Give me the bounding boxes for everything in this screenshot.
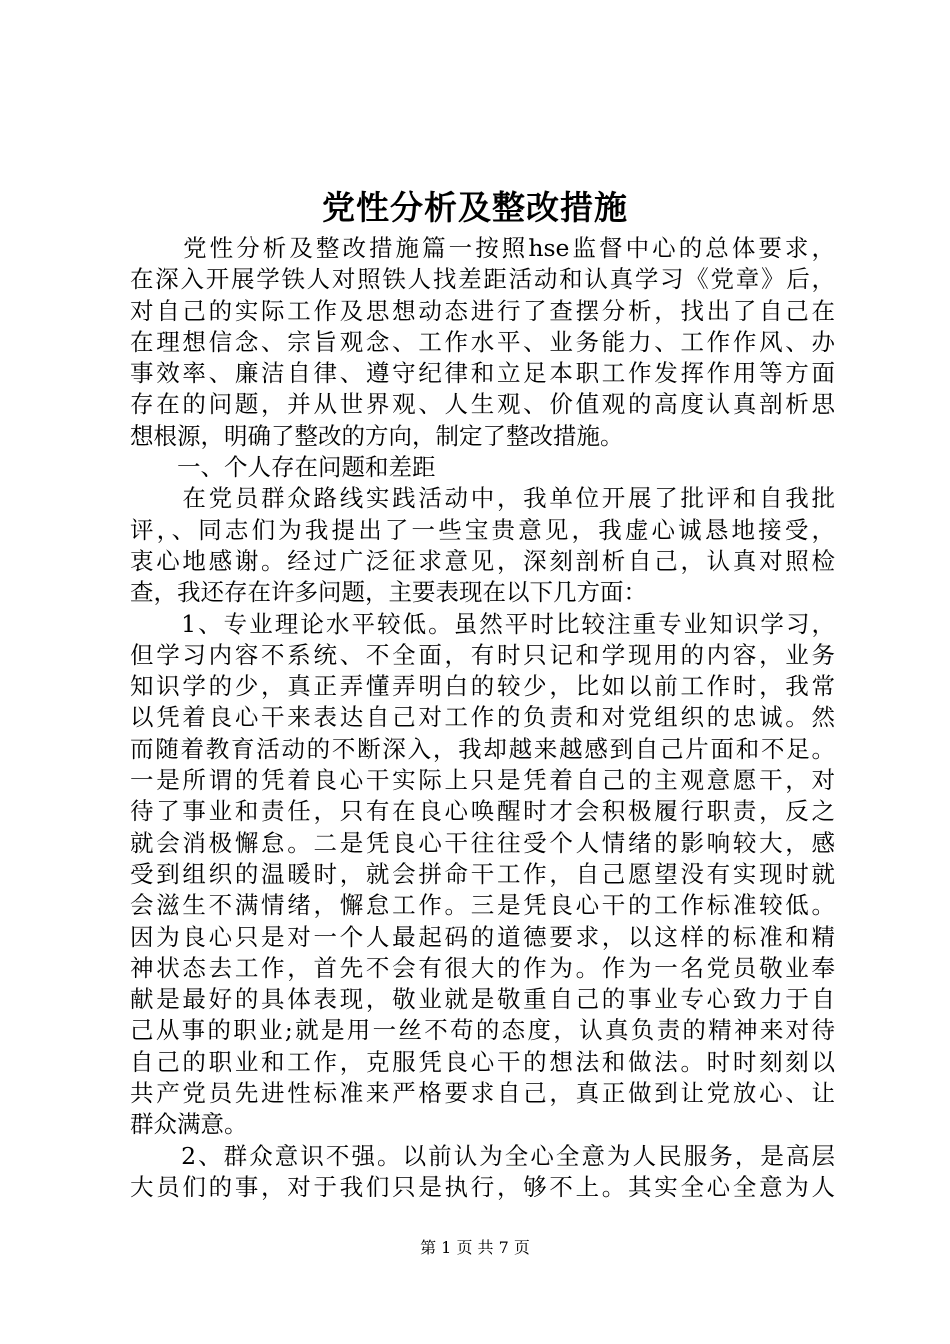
body-line: 自己的职业和工作，克服凭良心干的想法和做法。时时刻刻以 [130, 1047, 835, 1076]
body-line: 神状态去工作，首先不会有很大的作为。作为一名党员敬业奉 [130, 953, 835, 982]
body-line: 在党员群众路线实践活动中，我单位开展了批评和自我批 [130, 484, 835, 513]
section-heading: 一、个人存在问题和差距 [130, 453, 436, 482]
body-line: 事效率、廉洁自律、遵守纪律和立足本职工作发挥作用等方面 [130, 359, 835, 388]
document-title: 党性分析及整改措施 [322, 188, 628, 227]
body-line: 存在的问题，并从世界观、人生观、价值观的高度认真剖析思 [130, 390, 835, 419]
body-line: 想根源，明确了整改的方向，制定了整改措施。 [130, 421, 624, 450]
body-line: 群众满意。 [130, 1110, 248, 1139]
body-line: 待了事业和责任，只有在良心唤醒时才会积极履行职责，反之 [130, 797, 835, 826]
body-line: 1、专业理论水平较低。虽然平时比较注重专业知识学习， [130, 609, 835, 638]
body-line: 知识学的少，真正弄懂弄明白的较少，比如以前工作时，我常 [130, 672, 835, 701]
body-line: 大员们的事，对于我们只是执行，够不上。其实全心全意为人 [130, 1172, 835, 1201]
body-line: 因为良心只是对一个人最起码的道德要求，以这样的标准和精 [130, 922, 835, 951]
page-number-footer: 第 1 页 共 7 页 [420, 1238, 530, 1257]
body-line: 己从事的职业;就是用一丝不苟的态度，认真负责的精神来对待 [130, 1016, 835, 1045]
body-line: 一是所谓的凭着良心干实际上只是凭着自己的主观意愿干，对 [130, 766, 835, 795]
body-line: 查，我还存在许多问题，主要表现在以下几方面： [130, 578, 647, 607]
body-line: 衷心地感谢。经过广泛征求意见，深刻剖析自己，认真对照检 [130, 546, 835, 575]
body-line: 但学习内容不系统、不全面，有时只记和学现用的内容，业务 [130, 640, 835, 669]
body-line: 评，、同志们为我提出了一些宝贵意见，我虚心诚恳地接受， [130, 515, 835, 544]
body-line: 在理想信念、宗旨观念、工作水平、业务能力、工作作风、办 [130, 327, 835, 356]
body-line: 共产党员先进性标准来严格要求自己，真正做到让党放心、让 [130, 1079, 835, 1108]
body-line: 2、群众意识不强。以前认为全心全意为人民服务，是高层 [130, 1141, 835, 1170]
body-line: 党性分析及整改措施篇一按照hse监督中心的总体要求， [130, 234, 835, 262]
body-line: 受到组织的温暖时，就会拼命干工作，自己愿望没有实现时就 [130, 859, 835, 888]
body-line: 在深入开展学铁人对照铁人找差距活动和认真学习《党章》后， [130, 265, 835, 294]
body-line: 对自己的实际工作及思想动态进行了查摆分析，找出了自己在 [130, 296, 835, 325]
body-line: 而随着教育活动的不断深入，我却越来越感到自己片面和不足。 [130, 734, 835, 763]
body-line: 会滋生不满情绪，懈怠工作。三是凭良心干的工作标准较低。 [130, 891, 835, 920]
body-line: 就会消极懈怠。二是凭良心干往往受个人情绪的影响较大，感 [130, 828, 835, 857]
document-body [130, 233, 835, 1203]
body-line: 献是最好的具体表现，敬业就是敬重自己的事业专心致力于自 [130, 985, 835, 1014]
body-line: 以凭着良心干来表达自己对工作的负责和对党组织的忠诚。然 [130, 703, 835, 732]
